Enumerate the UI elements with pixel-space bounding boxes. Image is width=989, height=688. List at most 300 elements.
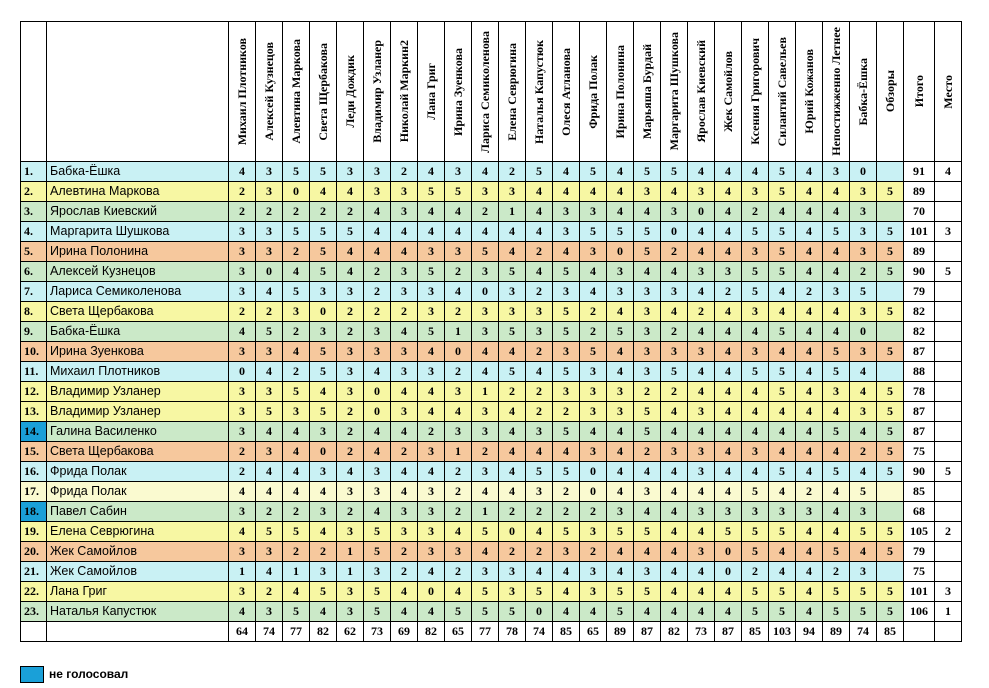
score-cell: 3: [337, 382, 364, 402]
score-cell: 4: [607, 202, 634, 222]
score-cell: 3: [364, 462, 391, 482]
score-cell: 3: [310, 422, 337, 442]
score-cell: 2: [742, 562, 769, 582]
score-cell: 5: [283, 382, 310, 402]
participant-name: Лана Григ: [47, 582, 229, 602]
score-cell: 2: [472, 442, 499, 462]
score-cell: 3: [256, 542, 283, 562]
score-cell: 3: [634, 302, 661, 322]
score-cell: 3: [391, 362, 418, 382]
column-header: Николай Маркин2: [391, 22, 418, 162]
score-cell: 4: [661, 182, 688, 202]
score-cell: 3: [634, 182, 661, 202]
score-cell: 3: [742, 342, 769, 362]
score-cell: 5: [607, 322, 634, 342]
score-cell: 0: [310, 442, 337, 462]
score-cell: 2: [310, 202, 337, 222]
column-header: Ярослав Киевский: [688, 22, 715, 162]
score-cell: 4: [715, 302, 742, 322]
score-cell: 2: [499, 542, 526, 562]
score-cell: 2: [472, 202, 499, 222]
score-cell: 5: [634, 222, 661, 242]
score-cell: 4: [445, 582, 472, 602]
score-cell: 5: [472, 602, 499, 622]
place-cell: [935, 482, 962, 502]
table-row: [21, 342, 962, 362]
score-cell: 4: [526, 202, 553, 222]
score-cell: 3: [310, 502, 337, 522]
score-cell: 3: [688, 442, 715, 462]
score-cell: 3: [229, 282, 256, 302]
score-cell: 3: [229, 242, 256, 262]
score-cell: 3: [688, 402, 715, 422]
score-cell: 1: [445, 322, 472, 342]
score-cell: 4: [688, 522, 715, 542]
row-number: 23.: [21, 602, 47, 622]
score-cell: 4: [229, 602, 256, 622]
place-cell: 3: [935, 222, 962, 242]
row-number: 9.: [21, 322, 47, 342]
score-cell: 0: [580, 462, 607, 482]
score-cell: 4: [553, 162, 580, 182]
place-cell: [935, 242, 962, 262]
table-row: [21, 262, 962, 282]
score-cell: 4: [769, 202, 796, 222]
score-cell: 0: [715, 542, 742, 562]
score-cell: 4: [607, 562, 634, 582]
score-cell: 3: [445, 242, 472, 262]
column-total: 65: [445, 622, 472, 642]
score-cell: 5: [445, 182, 472, 202]
score-cell: 4: [823, 482, 850, 502]
score-cell: 4: [364, 502, 391, 522]
score-cell: 4: [661, 582, 688, 602]
score-cell: 4: [688, 602, 715, 622]
score-cell: 2: [391, 442, 418, 462]
score-cell: 4: [742, 162, 769, 182]
row-number: 18.: [21, 502, 47, 522]
score-cell: 0: [283, 182, 310, 202]
score-cell: 3: [310, 322, 337, 342]
score-cell: 2: [337, 442, 364, 462]
score-cell: 3: [229, 222, 256, 242]
score-cell: 1: [472, 502, 499, 522]
column-header: Света Щербакова: [310, 22, 337, 162]
score-cell: 3: [796, 502, 823, 522]
score-cell: 5: [256, 322, 283, 342]
score-cell: 3: [499, 182, 526, 202]
score-cell: 0: [580, 482, 607, 502]
score-cell: 3: [526, 422, 553, 442]
score-cell: 5: [877, 182, 904, 202]
score-cell: 3: [418, 362, 445, 382]
column-total: 64: [229, 622, 256, 642]
score-cell: 4: [607, 342, 634, 362]
score-cell: 5: [607, 522, 634, 542]
score-cell: 0: [229, 362, 256, 382]
score-cell: 5: [445, 602, 472, 622]
score-cell: 5: [877, 582, 904, 602]
row-number: 13.: [21, 402, 47, 422]
row-number: 19.: [21, 522, 47, 542]
score-cell: 3: [391, 262, 418, 282]
score-cell: 3: [337, 522, 364, 542]
score-cell: 3: [283, 402, 310, 422]
table-row: [21, 462, 962, 482]
participant-name: Света Щербакова: [47, 442, 229, 462]
score-cell: 0: [472, 282, 499, 302]
score-cell: 3: [580, 402, 607, 422]
score-cell: 4: [769, 482, 796, 502]
score-cell: 4: [499, 222, 526, 242]
total-cell: 79: [904, 542, 935, 562]
place-cell: 4: [935, 162, 962, 182]
score-cell: 4: [715, 162, 742, 182]
score-cell: 5: [310, 262, 337, 282]
score-cell: 4: [418, 382, 445, 402]
score-cell: 4: [499, 342, 526, 362]
score-cell: 2: [526, 502, 553, 522]
score-cell: 4: [391, 242, 418, 262]
score-cell: [877, 362, 904, 382]
place-cell: [935, 422, 962, 442]
score-cell: 3: [229, 402, 256, 422]
column-total: 73: [364, 622, 391, 642]
score-cell: 4: [850, 362, 877, 382]
place-cell: [935, 502, 962, 522]
score-cell: 5: [553, 302, 580, 322]
score-cell: 3: [580, 362, 607, 382]
score-cell: 2: [256, 502, 283, 522]
score-cell: 4: [580, 422, 607, 442]
score-cell: 5: [499, 362, 526, 382]
score-cell: 2: [526, 542, 553, 562]
total-cell: 75: [904, 562, 935, 582]
score-cell: 3: [607, 382, 634, 402]
score-cell: 5: [634, 162, 661, 182]
score-cell: 2: [526, 242, 553, 262]
participant-name: Владимир Узланер: [47, 382, 229, 402]
score-cell: 5: [634, 242, 661, 262]
score-cell: 3: [310, 282, 337, 302]
score-cell: 5: [877, 342, 904, 362]
score-cell: 2: [283, 502, 310, 522]
score-cell: 5: [769, 602, 796, 622]
score-cell: 4: [553, 562, 580, 582]
score-cell: 2: [661, 382, 688, 402]
column-header: Лана Григ: [418, 22, 445, 162]
score-cell: 4: [796, 562, 823, 582]
score-cell: 3: [418, 302, 445, 322]
score-cell: 4: [688, 582, 715, 602]
table-row: [21, 322, 962, 342]
score-cell: 3: [229, 422, 256, 442]
score-cell: 3: [580, 382, 607, 402]
score-cell: 3: [850, 222, 877, 242]
place-cell: 5: [935, 262, 962, 282]
score-cell: 3: [418, 482, 445, 502]
score-cell: 4: [688, 282, 715, 302]
score-cell: 4: [796, 582, 823, 602]
score-cell: 5: [472, 242, 499, 262]
score-cell: 4: [472, 222, 499, 242]
score-cell: 2: [283, 242, 310, 262]
score-cell: 2: [850, 442, 877, 462]
total-cell: 101: [904, 222, 935, 242]
score-cell: 4: [445, 522, 472, 542]
score-cell: 3: [553, 202, 580, 222]
score-cell: 4: [229, 322, 256, 342]
score-cell: 5: [769, 162, 796, 182]
score-cell: 5: [769, 182, 796, 202]
participant-name: Света Щербакова: [47, 302, 229, 322]
table-row: [21, 302, 962, 322]
score-cell: 5: [553, 522, 580, 542]
participant-name: Маргарита Шушкова: [47, 222, 229, 242]
column-total: 85: [553, 622, 580, 642]
score-cell: 5: [823, 582, 850, 602]
score-cell: 5: [256, 402, 283, 422]
column-total: 77: [283, 622, 310, 642]
score-cell: 5: [283, 162, 310, 182]
score-cell: 2: [445, 562, 472, 582]
score-cell: 2: [499, 162, 526, 182]
score-cell: 4: [661, 262, 688, 282]
column-total: 82: [661, 622, 688, 642]
total-cell: 75: [904, 442, 935, 462]
score-cell: 2: [445, 262, 472, 282]
score-cell: 3: [418, 282, 445, 302]
score-cell: 4: [580, 182, 607, 202]
score-cell: 4: [715, 182, 742, 202]
score-cell: 2: [337, 322, 364, 342]
score-cell: 3: [823, 382, 850, 402]
score-cell: [877, 562, 904, 582]
score-cell: 2: [661, 242, 688, 262]
table-row: [21, 202, 962, 222]
score-cell: 3: [391, 402, 418, 422]
score-cell: 4: [823, 182, 850, 202]
score-cell: 2: [526, 382, 553, 402]
score-cell: 4: [823, 202, 850, 222]
score-cell: 4: [823, 402, 850, 422]
score-cell: 5: [742, 582, 769, 602]
score-cell: 2: [445, 302, 472, 322]
column-header: Итого: [904, 22, 935, 162]
score-cell: 4: [715, 202, 742, 222]
score-cell: 3: [580, 562, 607, 582]
score-cell: 3: [553, 282, 580, 302]
score-cell: 3: [688, 542, 715, 562]
score-cell: 4: [688, 382, 715, 402]
score-cell: 5: [769, 262, 796, 282]
place-cell: [935, 382, 962, 402]
score-cell: 3: [310, 562, 337, 582]
score-cell: 2: [580, 302, 607, 322]
score-cell: 3: [364, 562, 391, 582]
score-cell: 3: [553, 542, 580, 562]
column-header: Алевтина Маркова: [283, 22, 310, 162]
score-cell: 2: [715, 282, 742, 302]
score-cell: 4: [769, 342, 796, 362]
score-cell: 3: [499, 282, 526, 302]
score-cell: 4: [796, 422, 823, 442]
participant-name: Михаил Плотников: [47, 362, 229, 382]
row-number: 1.: [21, 162, 47, 182]
score-cell: 4: [661, 602, 688, 622]
score-cell: 4: [661, 522, 688, 542]
participant-name: Бабка-Ёшка: [47, 162, 229, 182]
score-cell: 5: [823, 602, 850, 622]
score-cell: 5: [337, 222, 364, 242]
row-number: 8.: [21, 302, 47, 322]
score-cell: 4: [580, 602, 607, 622]
header-row: [21, 22, 962, 162]
score-cell: 3: [742, 442, 769, 462]
score-cell: 4: [661, 482, 688, 502]
score-cell: 4: [715, 362, 742, 382]
score-cell: 4: [796, 442, 823, 462]
score-cell: 4: [526, 262, 553, 282]
score-cell: 4: [850, 542, 877, 562]
score-cell: 3: [337, 602, 364, 622]
score-cell: 3: [391, 202, 418, 222]
place-cell: 5: [935, 462, 962, 482]
score-cell: 5: [823, 462, 850, 482]
score-cell: 3: [634, 562, 661, 582]
score-cell: 4: [769, 562, 796, 582]
score-cell: 5: [283, 222, 310, 242]
score-cell: 1: [337, 542, 364, 562]
score-cell: 4: [472, 342, 499, 362]
score-cell: 4: [607, 542, 634, 562]
score-cell: 3: [364, 482, 391, 502]
column-header: Алексей Кузнецов: [256, 22, 283, 162]
score-cell: 4: [283, 482, 310, 502]
score-cell: 3: [472, 562, 499, 582]
total-cell: 68: [904, 502, 935, 522]
score-cell: 5: [472, 582, 499, 602]
score-cell: 4: [796, 342, 823, 362]
score-cell: 3: [661, 442, 688, 462]
score-cell: 4: [715, 242, 742, 262]
participant-name: Алевтина Маркова: [47, 182, 229, 202]
table-row: [21, 382, 962, 402]
score-cell: 5: [742, 522, 769, 542]
score-cell: 2: [418, 422, 445, 442]
score-cell: 4: [823, 262, 850, 282]
score-cell: 3: [256, 382, 283, 402]
row-number: 12.: [21, 382, 47, 402]
score-cell: 4: [769, 442, 796, 462]
score-cell: 3: [418, 442, 445, 462]
score-cell: 0: [256, 262, 283, 282]
score-cell: 4: [526, 182, 553, 202]
score-cell: 3: [229, 342, 256, 362]
score-cell: 3: [850, 242, 877, 262]
column-total: [904, 622, 935, 642]
score-cell: 4: [715, 462, 742, 482]
score-cell: 5: [850, 602, 877, 622]
column-total: 74: [850, 622, 877, 642]
score-cell: 5: [283, 602, 310, 622]
score-cell: 2: [283, 202, 310, 222]
score-cell: [877, 162, 904, 182]
row-number: 7.: [21, 282, 47, 302]
score-cell: 2: [850, 262, 877, 282]
score-cell: 4: [661, 402, 688, 422]
score-cell: 2: [796, 282, 823, 302]
column-total: 87: [715, 622, 742, 642]
score-cell: 5: [634, 522, 661, 542]
score-cell: 5: [877, 602, 904, 622]
score-cell: 3: [634, 482, 661, 502]
score-cell: 4: [472, 482, 499, 502]
totals-row: [21, 622, 962, 642]
score-cell: 1: [337, 562, 364, 582]
score-cell: 4: [418, 402, 445, 422]
score-cell: 2: [391, 562, 418, 582]
score-cell: 5: [823, 542, 850, 562]
score-cell: 5: [310, 342, 337, 362]
score-cell: 4: [526, 442, 553, 462]
score-cell: 0: [850, 322, 877, 342]
header-blank-num: [21, 22, 47, 162]
total-cell: 70: [904, 202, 935, 222]
score-cell: 4: [796, 222, 823, 242]
column-total: 85: [742, 622, 769, 642]
participant-name: Фрида Полак: [47, 482, 229, 502]
score-cell: 3: [256, 162, 283, 182]
score-cell: 4: [391, 482, 418, 502]
total-cell: 87: [904, 342, 935, 362]
total-cell: 87: [904, 402, 935, 422]
column-total: 89: [823, 622, 850, 642]
score-cell: 3: [526, 482, 553, 502]
score-cell: 4: [796, 522, 823, 542]
score-cell: 4: [688, 422, 715, 442]
score-cell: 3: [688, 502, 715, 522]
score-cell: 4: [391, 462, 418, 482]
score-cell: 3: [607, 502, 634, 522]
score-cell: 4: [823, 322, 850, 342]
table-row: [21, 282, 962, 302]
score-cell: [877, 282, 904, 302]
column-total: 77: [472, 622, 499, 642]
participant-name: Фрида Полак: [47, 462, 229, 482]
score-cell: 4: [310, 602, 337, 622]
total-cell: 87: [904, 422, 935, 442]
row-number: 16.: [21, 462, 47, 482]
score-cell: 4: [445, 282, 472, 302]
score-cell: 4: [580, 282, 607, 302]
score-cell: 2: [499, 502, 526, 522]
score-cell: 5: [418, 182, 445, 202]
place-cell: [935, 282, 962, 302]
score-cell: 4: [445, 402, 472, 422]
column-header: Непостижженно Летнее: [823, 22, 850, 162]
score-cell: 2: [337, 302, 364, 322]
score-cell: 4: [796, 322, 823, 342]
score-cell: 2: [445, 362, 472, 382]
column-total: 73: [688, 622, 715, 642]
total-cell: 85: [904, 482, 935, 502]
participant-name: Владимир Узланер: [47, 402, 229, 422]
column-total: 82: [418, 622, 445, 642]
column-total: 87: [634, 622, 661, 642]
score-cell: 3: [472, 302, 499, 322]
score-cell: 4: [256, 562, 283, 582]
